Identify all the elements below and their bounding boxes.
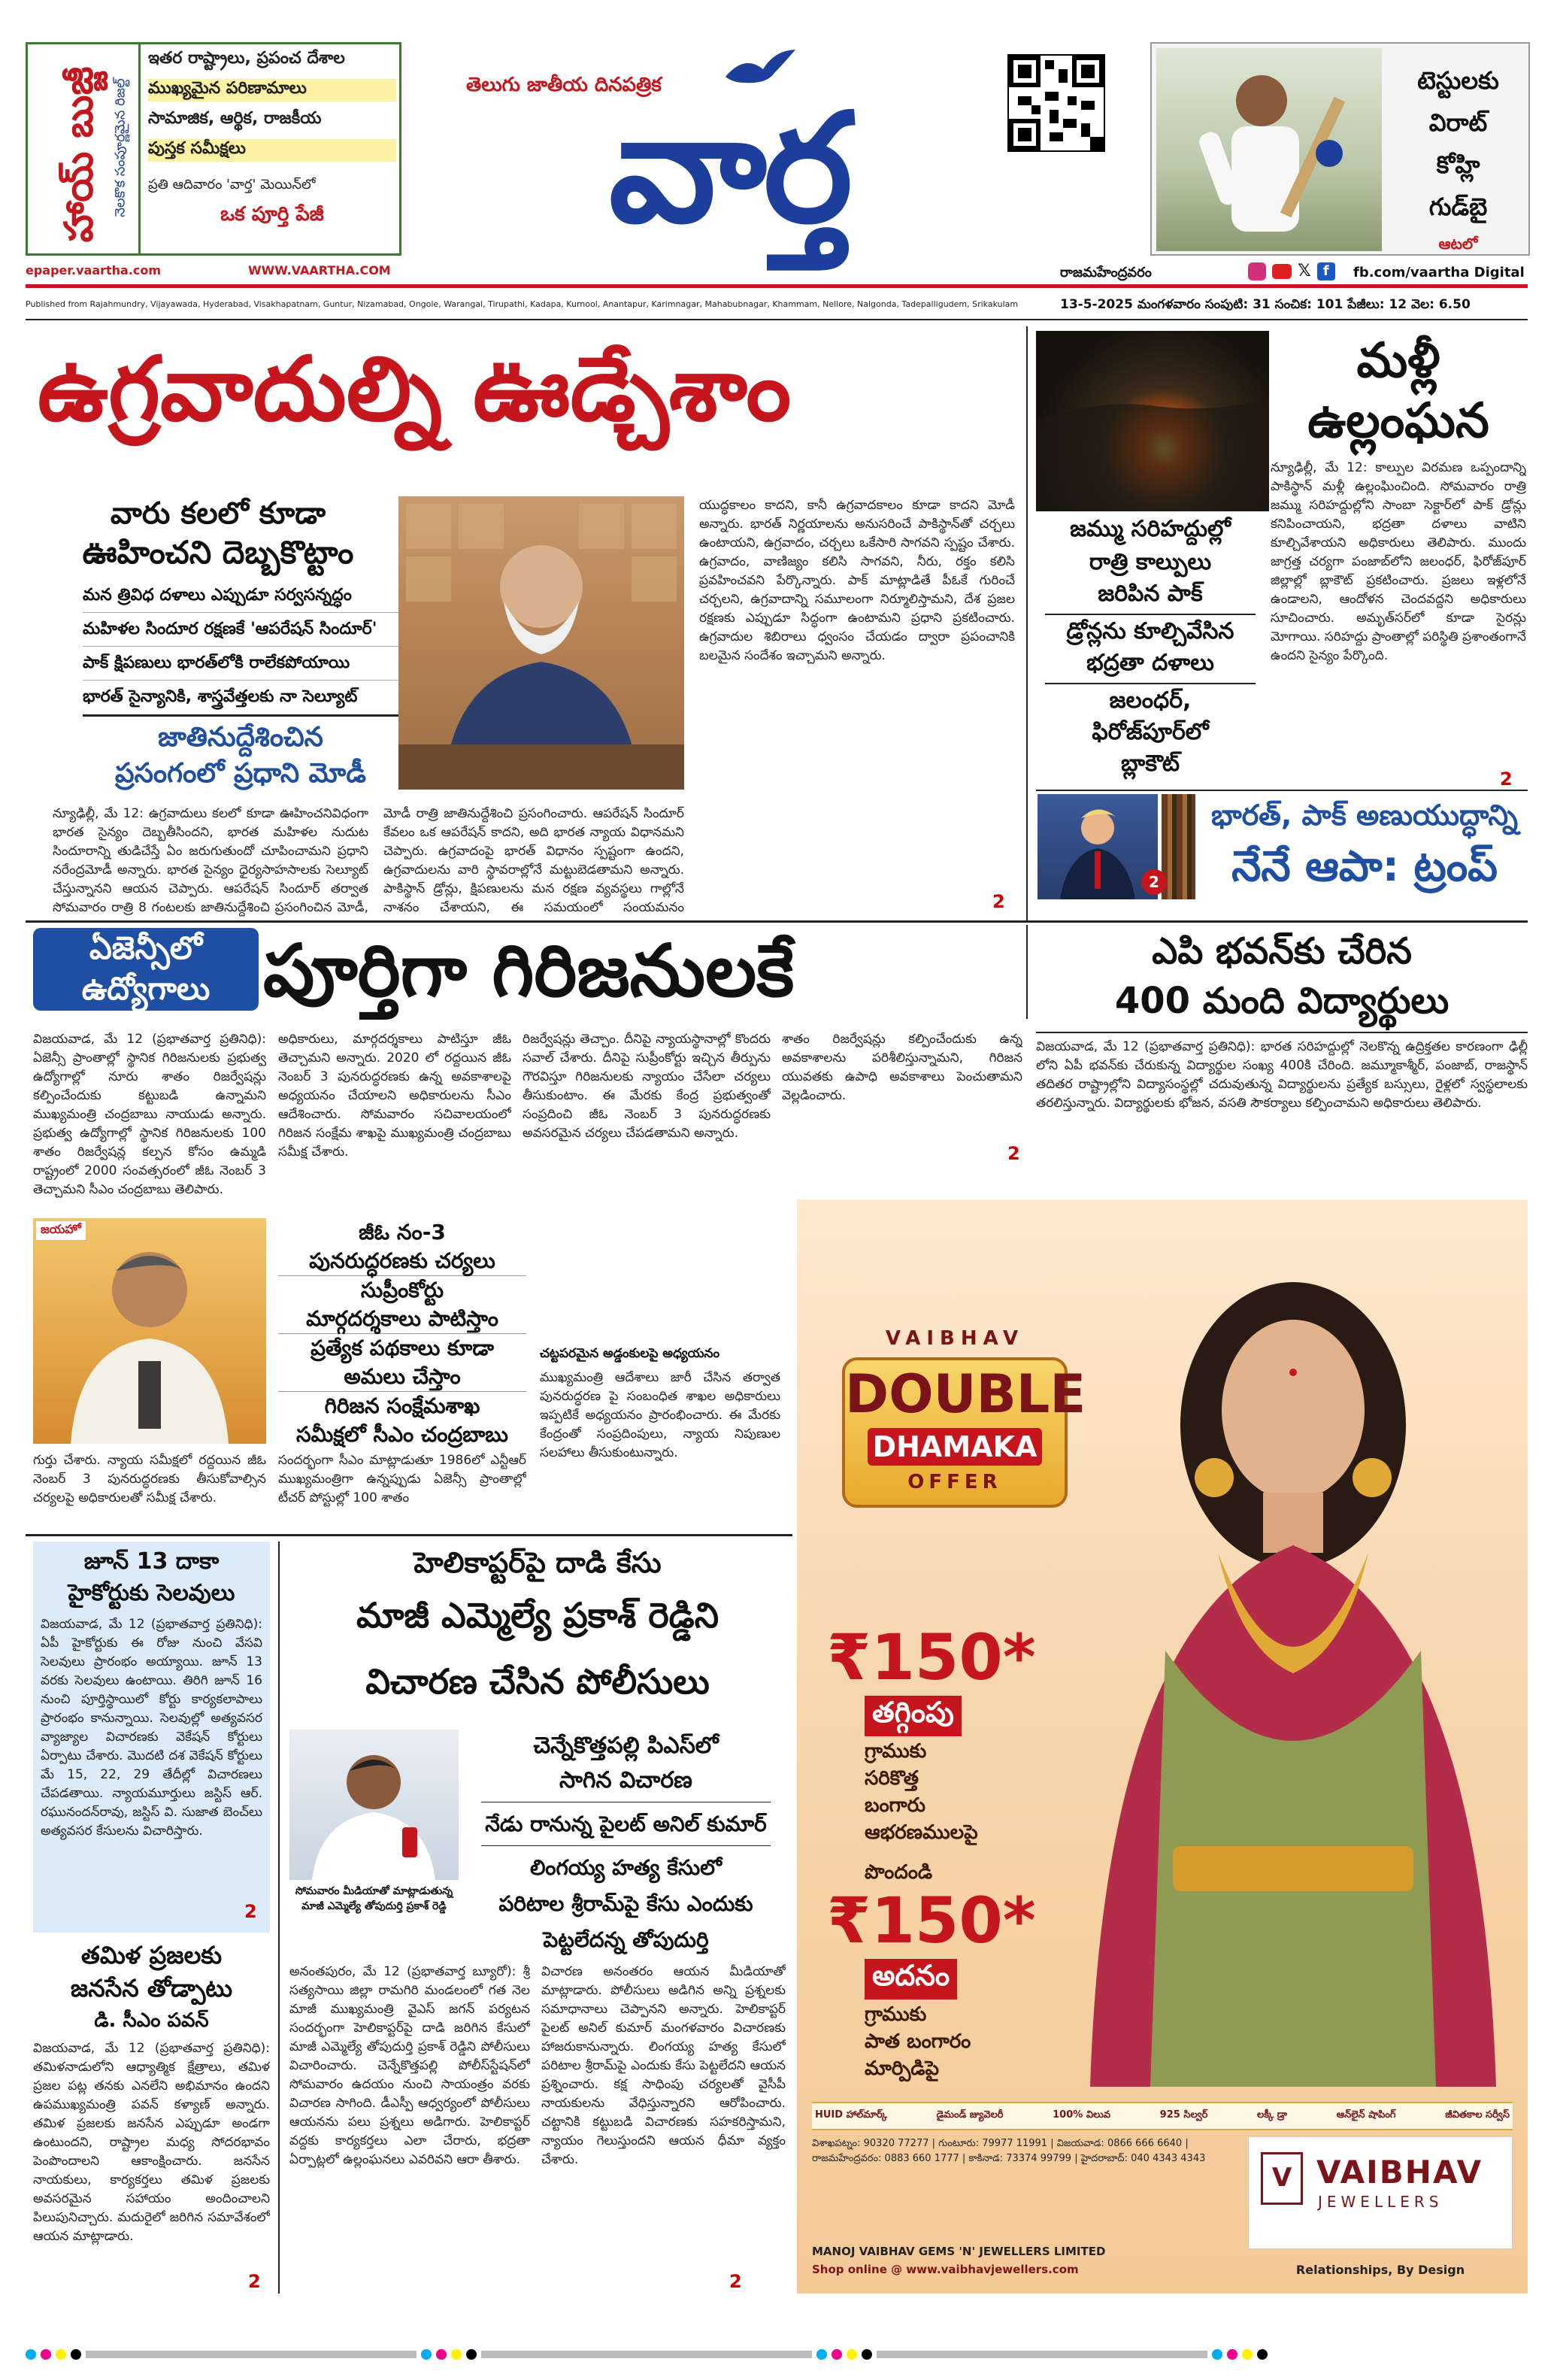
lead-point: మన త్రివిధ దళాలు ఎప్పుడూ సర్వసన్నద్ధం [83, 579, 398, 613]
prakash-photo-caption: సోమవారం మీడియాతో మాట్లాడుతున్న మాజీ ఎమ్మెల్యే తోపుదుర్తి ప్రకాశ్ రెడ్డి [295, 1885, 453, 1912]
kashmir-headline-1: మళ్లీ [1356, 333, 1440, 389]
tribal-right-divider [1026, 925, 1028, 1019]
right-promo-line: గుడ్‌బై [1428, 193, 1488, 221]
tribal-more[interactable]: 2 [1007, 1143, 1020, 1164]
ad-model-photo [1045, 1229, 1519, 2087]
tribal-label [33, 928, 259, 1011]
kashmir-rule-2 [1045, 683, 1256, 684]
ad-features [812, 2102, 1513, 2130]
vaibhav-logo-icon: V [1261, 2152, 1303, 2205]
ad-feature: జీవితకాల సర్వీస్ [1445, 2109, 1510, 2121]
left-promo-side-title: హాయ్ బుజ్జీ [56, 66, 102, 243]
model-illustration [1045, 1229, 1519, 2087]
prakash-sub-3: నేడు రానున్న పైలట్ అనిల్ కుమార్ [485, 1812, 767, 1836]
tribal-body-5: గుర్తు చేశారు. న్యాయ సమీక్షలో రద్దయిన జీఓ నెంబర్ 3 పునరుద్ధరణకు తీసుకోవాల్సిన చర్యలపై అధికారులతో సమీక్ష చేశారు. [33, 1453, 266, 1505]
registration-dot [451, 2349, 462, 2360]
right-promo-line: కోహ్లి [1436, 150, 1480, 179]
registration-dot [847, 2349, 857, 2360]
registration-dot [41, 2349, 51, 2360]
dateline: 13-5-2025 మంగళవారం సంపుటి: 31 సంచిక: 101 పేజీలు: 12 వెల: 6.50 [1060, 297, 1471, 312]
janasena-sub: డి. సీఎం పవన్ [94, 2009, 209, 2032]
registration-dot [1227, 2349, 1237, 2360]
ad-feature: 100% విలువ [1053, 2109, 1111, 2121]
kashmir-more[interactable]: 2 [1500, 769, 1513, 790]
lead-points [83, 579, 398, 714]
editions-line: Published from Rajahmundry, Vijayawada, Hyderabad, Visakhapatnam, Guntur, Nizamabad, Ongole, Warangal, Tirupathi, Kadapa, Kurnool, Anantapur, Karimnagar, Mahabubnagar, Khammam, Nellore, Nalgonda, Tadepalligudem, Srikakulam [26, 299, 1019, 309]
registration-dot [1212, 2349, 1222, 2360]
fire-photo [1036, 331, 1269, 511]
left-promo-lines [148, 49, 396, 230]
ap-bhavan-headline-2: 400 మంది విద్యార్థులు [1114, 980, 1449, 1022]
ad-shop[interactable]: Shop online @ www.vaibhavjewellers.com [812, 2263, 1079, 2276]
trump-headline-2: నేనే ఆపా: ట్రంప్ [1231, 842, 1498, 891]
lead-deck-rule [83, 714, 398, 717]
trump-photo [1038, 794, 1158, 899]
tribal-headline: పూర్తిగా గిరిజనులకే [263, 929, 795, 1013]
ad-contacts: విశాఖపట్నం: 90320 77277 | గుంటూరు: 79977 11991 | విజయవాడ: 0866 666 6640 | రాజమహేంద్రవరం: 0883 660 1777 | కాకినాడ: 73374 99799 | హైదరాబాద్: 040 4343 4343 [812, 2138, 1206, 2164]
ad-price-desc-line: గ్రాముకు [865, 1740, 927, 1763]
kashmir-photo-caption-2: రాత్రి కాల్పులు [1089, 549, 1212, 575]
ad-price-desc-line: సరికొత్త [865, 1767, 919, 1790]
tribal-points [278, 1218, 526, 1449]
ad-brand-small: VAIBHAV [885, 1327, 1025, 1350]
high-court-headline-2: హైకోర్టుకు సెలవులు [68, 1580, 235, 1606]
tribal-sub-heading: చట్టపరమైన అడ్డంకులపై అధ్యయనం [540, 1346, 720, 1361]
prakash-sub-2: సాగిన విచారణ [559, 1767, 692, 1793]
kashmir-body: న్యూఢిల్లీ, మే 12: కాల్పుల విరమణ ఒప్పందాన్ని పాకిస్థాన్ మళ్లీ ఉల్లంఘించింది. సోమవారం రాత్రి జమ్ము సరిహద్దుల్లోని సాంబా సెక్టార్‌లో పాక్ డ్రోన్లు కనిపించాయని, భద్రతా దళాలు వాటిని కూల్చివేశాయని అధికారులు తెలిపారు. ముందు జాగ్రత్త చర్యగా పంజాబ్‌లోని జలంధర్, ఫిరోజ్‌పూర్ జిల్లాల్లో బ్లాకౌట్ ప్రకటించారు. ప్రజలు ఇళ్లలోనే ఉండాలని, ఆందోళన చెందవద్దని అధికారులు సూచించారు. అమృత్‌సర్‌లో కూడా సైరన్లు మోగాయి. సరిహద్దు ప్రాంతాల్లో పరిస్థితి ప్రశాంతంగానే ఉందని సైన్యం పేర్కొంది. [1271, 460, 1526, 663]
tribal-point: ప్రత్యేక పథకాలు కూడా [310, 1336, 494, 1360]
registration-dot [71, 2349, 81, 2360]
registration-strip [86, 2351, 417, 2358]
trump-rule [1036, 790, 1528, 791]
tribal-body-3: రిజర్వేషన్లు తెచ్చాం. దీనిపై న్యాయస్థానాల్లో కొందరు సవాల్ చేశారు. దీనిపై సుప్రీంకోర్టు ఇచ్చిన తీర్పును గౌరవిస్తూ గిరిజనులకు న్యాయం చేసేలా చర్యలు తీసుకుంటాం. ఈ మేరకు కేంద్ర ప్రభుత్వంతో సంప్రదించి జీఓ నెంబర్ 3 పునరుద్ధరణకు అవసరమైన చర్యలు చేపడతామని అన్నారు. [523, 1032, 771, 1141]
trump-illustration [1038, 794, 1158, 899]
tribal-body-1: విజయవాడ, మే 12 (ప్రభాతవార్త ప్రతినిధి): ఏజెన్సీ ప్రాంతాల్లో స్థానిక గిరిజనులకు ప్రభుత్వ ఉద్యోగాల్లో నూరు శాతం రిజర్వేషన్లు కల్పించేందుకు కట్టుబడి ఉన్నామని ముఖ్యమంత్రి చంద్రబాబు నాయుడు అన్నారు. ప్రభుత్వ ఉద్యోగాల్లో స్థానిక గిరిజనులకు 100 శాతం రిజర్వేషన్ల కల్పన కోసం ఉమ్మడి రాష్ట్రంలో 2000 సంవత్సరంలో జీఓ నెంబర్ 3 తెచ్చామని సీఎం చంద్రబాబు తెలిపారు. [33, 1032, 266, 1197]
registration-dot [1242, 2349, 1253, 2360]
kashmir-sub-4: ఫిరోజ్‌పూర్‌లో [1092, 719, 1209, 745]
social-handle[interactable]: fb.com/vaartha Digital [1353, 265, 1525, 280]
prakash-sub-5: పరిటాల శ్రీరామ్‌పై కేసు ఎందుకు [498, 1891, 753, 1916]
print-registration-bar [26, 2346, 1528, 2363]
ad-offer-3: OFFER [907, 1471, 1002, 1493]
prakash-sub-1: చెన్నేకొత్తపల్లి పిఎస్‌లో [533, 1733, 719, 1759]
prakash-body-2: విచారణ అనంతరం ఆయన మీడియాతో మాట్లాడారు. పోలీసులు అడిగిన అన్ని ప్రశ్నలకు సమాధానాలు చెప్పానని అన్నారు. హెలికాప్టర్ పైలట్ అనిల్ కుమార్ మంగళవారం విచారణకు హాజరుకానున్నారు. లింగయ్య హత్య కేసులో పరిటాల శ్రీరామ్‌పై ఎందుకు కేసు పెట్టలేదని ఆయన ప్రశ్నించారు. కక్ష సాధింపు చర్యలతో వైసీపీ నాయకులను వేధిస్తున్నారని ఆరోపించారు. చట్టానికి కట్టుబడి విచారణకు సహకరిస్తామని, న్యాయం గెలుస్తుందని ఆయన ధీమా వ్యక్తం చేశారు. [541, 1964, 786, 2167]
high-court-body: విజయవాడ, మే 12 (ప్రభాతవార్త ప్రతినిధి): ఏపీ హైకోర్టుకు ఈ రోజు నుంచి వేసవి సెలవులు ప్రారంభం అయ్యాయి. జూన్ 13 వరకు సెలవులు ఉంటాయి. తిరిగి జూన్ 16 నుంచి పూర్తిస్థాయిలో కోర్టు కార్యకలాపాలు ప్రారంభం కానున్నాయి. సెలవుల్లో అత్యవసర వ్యాజ్యాల విచారణకు వెకేషన్ కోర్టులు ఏర్పాటు చేశారు. మొదటి దశ వెకేషన్ కోర్టులు మే 15, 22, 29 తేదీల్లో విచారణలు చేపడతాయి. న్యాయమూర్తులు జస్టిస్ ఆర్. రఘునందన్‌రావు, జస్టిస్ వి. సుజాత బెంచ్‌లు అత్యవసర కేసులను విచారిస్తారు. [41, 1617, 262, 1839]
lead-more[interactable]: 2 [992, 891, 1005, 912]
cbn-photo [33, 1218, 266, 1444]
ad-price-desc-line: గ్రాముకు [865, 2003, 927, 2026]
tribal-point: మార్గదర్శకాలు పాటిస్తాం [278, 1305, 526, 1334]
high-court-headline-1: జూన్ 13 దాకా [83, 1548, 220, 1575]
registration-dot [816, 2349, 827, 2360]
ad-price-desc-line: బంగారు [865, 1794, 926, 1817]
prakash-sub-4: లింగయ్య హత్య కేసులో [529, 1855, 722, 1880]
lead-headline: ఉగ్రవాదుల్ని ఊడ్చేశాం [38, 337, 792, 441]
tribal-body-7: ముఖ్యమంత్రి ఆదేశాలు జారీ చేసిన తర్వాత పునరుద్ధరణ పై సంబంధిత శాఖల అధికారులు ఇప్పటికే అధ్యయనం ప్రారంభించారు. ఈ మేరకు కేంద్రంతో సంప్రదింపులు, న్యాయ నిపుణుల సలహాలు తీసుకుంటున్నారు. [540, 1370, 780, 1460]
ad-price-2-desc [865, 2001, 1030, 2082]
masthead-rule [26, 284, 1528, 288]
ad-feature: HUID హాల్‌మార్క్ [815, 2109, 887, 2121]
tribal-point: గిరిజన సంక్షేమశాఖ [324, 1393, 480, 1418]
registration-dot [466, 2349, 477, 2360]
ad-feature: డైమండ్ జ్యువెలరీ [936, 2109, 1004, 2121]
prakash-more[interactable]: 2 [729, 2271, 742, 2292]
chief-minister-illustration [33, 1218, 266, 1444]
lead-point: పాక్ క్షిపణులు భారత్‌లోకి రాలేకపోయాయి [83, 647, 398, 681]
tagline: తెలుగు జాతీయ దినపత్రిక [466, 74, 662, 96]
facebook-icon[interactable]: f [1317, 262, 1335, 280]
left-promo-side-sub: నెలకొక సంపూర్ణమైన రిజల్ట్ [112, 78, 129, 217]
janasena-body: విజయవాడ, మే 12 (ప్రభాతవార్త ప్రతినిధి): తమిళనాడులోని ఆధ్యాత్మిక క్షేత్రాలు, తమిళ ప్రజల పట్ల తనకు ఎనలేని అభిమానం ఉందని ఉపముఖ్యమంత్రి పవన్ కళ్యాణ్ అన్నారు. తమిళ ప్రజలకు జనసేన ఎప్పుడూ అండగా ఉంటుందని, రాష్ట్రాల మధ్య సోదరభావం పెంపొందాలని ఆకాంక్షించారు. జనసేన నాయకులు, కార్యకర్తలు తమిళ ప్రజలకు అవసరమైన సహాయం అందించాలని పిలుపునిచ్చారు. మదురైలో జరిగిన సమావేశంలో ఆయన మాట్లాడారు. [33, 2041, 270, 2244]
lead-kicker-2: ఊహించని దెబ్బకొట్టాం [82, 534, 354, 571]
trump-headline-1: భారత్, పాక్ అణుయుద్ధాన్ని [1211, 799, 1518, 832]
ad-price-1: ₹150* [827, 1621, 1036, 1694]
lead-body-2: మోడీ రాత్రి జాతినుద్దేశించి ప్రసంగించారు. ఆపరేషన్ సిందూర్ కేవలం ఒక ఆపరేషన్ కాదని, అది భారత న్యాయ విధానమని చెప్పారు. ఉగ్రవాదంపై భారత్ విధానం స్పష్టంగా ఉందని, ఉగ్రవాదులను వారి స్థావరాల్లోనే మట్టుబెడతామని అన్నారు. పాకిస్థాన్ డ్రోన్లు, క్షిపణులను మన రక్షణ వ్యవస్థలు గాల్లోనే నాశనం చేశాయని, ఈ సమయంలో సంయమనం [383, 806, 684, 915]
city-name: రాజమహేంద్రవరం [1060, 265, 1152, 280]
lead-kicker-1: వారు కలలో కూడా [110, 496, 326, 531]
x-icon[interactable]: 𝕏 [1298, 262, 1311, 280]
registration-strip [481, 2351, 812, 2358]
ad-price-desc-line: పాత బంగారం [865, 2030, 971, 2053]
left-promo [26, 42, 401, 256]
tribal-point: సమీక్షలో సీఎం చంద్రబాబు [296, 1422, 508, 1447]
prakash-body-1: అనంతపురం, మే 12 (ప్రభాతవార్త బ్యూరో): శ్రీ సత్యసాయి జిల్లా రామగిరి మండలంలో గత నెల మాజీ ముఖ్యమంత్రి వైఎస్ జగన్ పర్యటన సందర్భంగా హెలికాప్టర్‌పై దాడి జరిగిన కేసులో మాజీ ఎమ్మెల్యే తోపుదుర్తి ప్రకాశ్ రెడ్డిని పోలీసులు విచారించారు. చెన్నేకొత్తపల్లి పోలీస్‌స్టేషన్‌లో సోమవారం ఉదయం నుంచి సాయంత్రం వరకు విచారణ సాగింది. డీఎస్పీ ఆధ్వర్యంలో పోలీసులు ఆయనను పలు ప్రశ్నలు అడిగారు. హెలికాప్టర్ వద్దకు కార్యకర్తలు ఎలా చేరారు, భద్రతా ఏర్పాట్లలో ఉల్లంఘనలు ఎవరివని ఆరా తీశారు. [289, 1964, 530, 2167]
prakash-kicker: హెలికాప్టర్‌పై దాడి కేసు [413, 1546, 662, 1579]
left-col-divider [278, 1542, 280, 2294]
prakash-photo [289, 1730, 459, 1880]
tribal-label-1: ఏజెన్సీలో [89, 929, 203, 966]
epaper-link[interactable]: epaper.vaartha.com [26, 263, 162, 277]
kashmir-photo-caption-3: జరిపిన పాక్ [1098, 581, 1203, 607]
ap-bhavan-body: విజయవాడ, మే 12 (ప్రభాతవార్త ప్రతినిధి): భారత సరిహద్దుల్లో నెలకొన్న ఉద్రిక్తతల కారణంగా ఢిల్లీ లోని ఏపీ భవన్‌కు చేరుకున్న విద్యార్థుల సంఖ్య 400కి చేరింది. జమ్మూకాశ్మీర్, పంజాబ్, రాజస్థాన్ తదితర రాష్ట్రాల్లోని విద్యాసంస్థల్లో చదువుతున్న విద్యార్థులను ప్రత్యేక బస్సులు, రైళ్లలో స్వస్థలాలకు తరలిస్తున్నారు. విద్యార్థులకు భోజన, వసతి సౌకర్యాలు కల్పించామని అధికారులు తెలిపారు. [1036, 1039, 1528, 1111]
tribal-point: అమలు చేస్తాం [278, 1363, 526, 1392]
kashmir-rule-1 [1045, 614, 1256, 615]
promo-line: సామాజిక, ఆర్థిక, రాజకీయ [148, 109, 322, 128]
kashmir-sub-3: జలంధర్, [1109, 687, 1192, 714]
lead-point: భారత్ సైన్యానికి, శాస్త్రవేత్తలకు నా సెల్యూట్ [83, 687, 358, 706]
kashmir-sub-5: బ్లాకౌట్ [1120, 750, 1180, 777]
modi-photo [398, 496, 684, 790]
tribal-point: సుప్రీంకోర్టు [360, 1278, 444, 1302]
promo-line: పుస్తక సమీక్షలు [148, 139, 396, 162]
lead-body-1: న్యూఢిల్లీ, మే 12: ఉగ్రవాదులు కలలో కూడా ఊహించనివిధంగా భారత సైన్యం దెబ్బతీసిందని, భారత మహిళల నుదుట సిందూరాన్ని తుడిచేస్తే ఏం జరుగుతుందో చూపించామని ప్రధాని నరేంద్రమోడీ అన్నారు. భారత సైన్యం ధైర్యసాహసాలకు సెల్యూట్ చేస్తున్నానని ఆయన చెప్పారు. ఆపరేషన్ సిందూర్ తర్వాత సోమవారం రాత్రి 8 గంటలకు జాతినుద్దేశించి ప్రసంగించిన మోడీ, [53, 806, 368, 915]
ad-price-2-label: అదనం [865, 1959, 957, 2000]
ad-price-2: ₹150* [827, 1884, 1036, 1957]
lead-point: మహిళల సిందూర రక్షణకే 'ఆపరేషన్ సిందూర్' [83, 613, 398, 647]
registration-dot [56, 2349, 66, 2360]
ad-logo-box[interactable] [1248, 2136, 1513, 2249]
prakash-headline-2: విచారణ చేసిన పోలీసులు [365, 1661, 710, 1702]
ad-feature: ఆన్‌లైన్ షాపింగ్ [1336, 2109, 1396, 2121]
high-court-more[interactable]: 2 [244, 1901, 257, 1922]
cbn-photo-label: జయహో [36, 1221, 86, 1240]
ad-tagline: Relationships, By Design [1295, 2263, 1465, 2277]
promo-note: ప్రతి ఆదివారం 'వార్త' మెయిన్‌లో [148, 177, 316, 193]
masthead-logo: వార్త [608, 81, 850, 256]
promo-line: ఇతర రాష్ట్రాలు, ప్రపంచ దేశాల [148, 49, 345, 68]
right-promo-line: టెస్టులకు [1417, 66, 1499, 95]
ad-company: MANOJ VAIBHAV GEMS 'N' JEWELLERS LIMITED [812, 2245, 1106, 2258]
politician-illustration [289, 1730, 459, 1880]
kashmir-sub-1: డ్రోన్లను కూల్చివేసిన [1066, 618, 1234, 644]
qr-code[interactable] [1007, 54, 1105, 152]
promo-line: ముఖ్యమైన పరిణామాలు [148, 79, 396, 102]
ap-bhavan-rule [1036, 1032, 1528, 1033]
ad-logo-sub: JEWELLERS [1318, 2193, 1443, 2211]
section-rule-2 [26, 1534, 792, 1536]
janasena-headline-1: తమిళ ప్రజలకు [80, 1941, 223, 1969]
ad-offer-1: DOUBLE [845, 1363, 1086, 1425]
ad-offer-2: DHAMAKA [868, 1428, 1042, 1466]
janasena-headline-2: జనసేన తోడ్పాటు [70, 1974, 233, 2003]
ad-get: పొందండి [865, 1861, 933, 1884]
promo-highlight: ఒక పూర్తి పేజీ [220, 203, 324, 226]
tribal-body-6: సందర్భంగా సీఎం మాట్లాడుతూ 1986లో ఎన్టీఆర్ ముఖ్యమంత్రిగా ఉన్నప్పుడు ఏజెన్సీ ప్రాంతాల్లో టీచర్ పోస్టుల్లో 100 శాతం [278, 1453, 526, 1505]
registration-dot [436, 2349, 447, 2360]
prakash-sub-6: పెట్టలేదన్న తోపుదుర్తి [543, 1927, 709, 1952]
registration-dot [832, 2349, 842, 2360]
tribal-body-4: శాతం రిజర్వేషన్లు కల్పించేందుకు ఉన్న అవకాశాలను పరిశీలిస్తున్నామని, గిరిజన యువతకు ఉపాధి అవకాశాలు పెంచుతామని వెల్లడించారు. [782, 1032, 1022, 1103]
lead-right-divider [1026, 326, 1028, 920]
qr-icon [1009, 56, 1104, 150]
dateline-rule [26, 319, 1528, 320]
instagram-icon[interactable] [1248, 262, 1266, 280]
speaker-illustration [398, 496, 684, 790]
kashmir-sub-2: భద్రతా దళాలు [1086, 650, 1214, 676]
tribal-point: జీఓ నం-3 [359, 1220, 446, 1245]
social-icons [1248, 262, 1335, 280]
registration-strip [877, 2351, 1207, 2358]
vaibhav-ad[interactable] [797, 1199, 1528, 2294]
kashmir-photo-caption-1: జమ్ము సరిహద్దుల్లో [1070, 516, 1231, 542]
tribal-label-2: ఉద్యోగాలు [81, 970, 211, 1007]
tribal-body-2: అధికారులు, మార్గదర్శకాలు పాటిస్తూ జీఓ తెచ్చామని అన్నారు. 2020 లో రద్దయిన జీఓ నెంబర్ 3 పునరుద్ధరణకు ఉన్న అవకాశాలపై అధ్యయనం చేయాలని అధికారులను సీఎం ఆదేశించారు. సోమవారం సచివాలయంలో గిరిజన సంక్షేమ శాఖపై ముఖ్యమంత్రి చంద్రబాబు సమీక్ష చేశారు. [278, 1032, 511, 1160]
lead-deck-1: జాతినుద్దేశించిన [158, 722, 323, 753]
youtube-icon[interactable] [1272, 264, 1292, 279]
ap-bhavan-headline-1: ఎపి భవన్‌కు చేరిన [1152, 930, 1412, 972]
ad-feature: 925 సిల్వర్ [1159, 2109, 1208, 2121]
ad-logo-name: VAIBHAV [1316, 2154, 1483, 2191]
website-link[interactable]: WWW.VAARTHA.COM [248, 263, 391, 277]
kashmir-headline-2: ఉల్లంఘన [1307, 393, 1489, 449]
registration-dot [421, 2349, 432, 2360]
trump-ref-badge[interactable]: 2 [1141, 869, 1167, 895]
janasena-more[interactable]: 2 [248, 2271, 261, 2292]
right-promo-line: ఆటలో [1438, 235, 1478, 253]
registration-dot [862, 2349, 872, 2360]
night-fire-illustration [1036, 331, 1269, 511]
lead-deck-2: ప్రసంగంలో ప్రధాని మోడీ [115, 758, 366, 789]
registration-dot [1257, 2349, 1268, 2360]
right-promo-lines [1392, 66, 1524, 256]
left-promo-side [28, 44, 141, 253]
prakash-rule-2 [481, 1845, 771, 1846]
ad-price-1-label: తగ్గింపు [865, 1696, 962, 1736]
ad-price-desc-line: ఆభరణములపై [865, 1821, 978, 1844]
registration-dot [26, 2349, 36, 2360]
cricketer-illustration [1156, 48, 1382, 251]
right-promo [1150, 42, 1530, 256]
tribal-point: పునరుద్ధరణకు చర్యలు [278, 1247, 526, 1276]
ad-price-desc-line: మార్పిడిపై [865, 2057, 940, 2080]
ad-offer-badge [842, 1357, 1086, 1508]
right-promo-line: విరాట్ [1428, 108, 1488, 137]
prakash-headline-1: మాజీ ఎమ్మెల్యే ప్రకాశ్ రెడ్డిని [356, 1595, 719, 1636]
kohli-photo [1156, 48, 1382, 251]
ad-price-1-desc [865, 1738, 1015, 1846]
high-court-box [33, 1542, 270, 1933]
ad-feature: లక్కీ డ్రా [1257, 2109, 1288, 2121]
lead-body-3: యుద్ధకాలం కాదని, కానీ ఉగ్రవాదకాలం కూడా కాదని మోడీ అన్నారు. భారత్ నిర్ణయాలను అనుసరించే పాకిస్థాన్‌తో చర్చలు ఉంటాయని, ఉగ్రవాదం, చర్చలు ఒకేసారి సాగవని స్పష్టం చేశారు. ఉగ్రవాదం, వాణిజ్యం కలిసి సాగవని, నీరు, రక్తం కలిసి ప్రవహించవని పేర్కొన్నారు. పాక్ మాట్లాడితే పీఓకే గురించే చర్చలని, ఉగ్రవాదాన్ని సమూలంగా నిర్మూలిస్తామని, దేశ ప్రజల రక్షణకు ఎప్పుడూ సిద్ధంగా ఉంటామని ప్రధాని ప్రకటించారు. ఉగ్రవాదుల శిబిరాలు ధ్వంసం చేయడం ద్వారా ప్రపంచానికి బలమైన సందేశం ఇచ్చామని అన్నారు. [699, 498, 1015, 663]
